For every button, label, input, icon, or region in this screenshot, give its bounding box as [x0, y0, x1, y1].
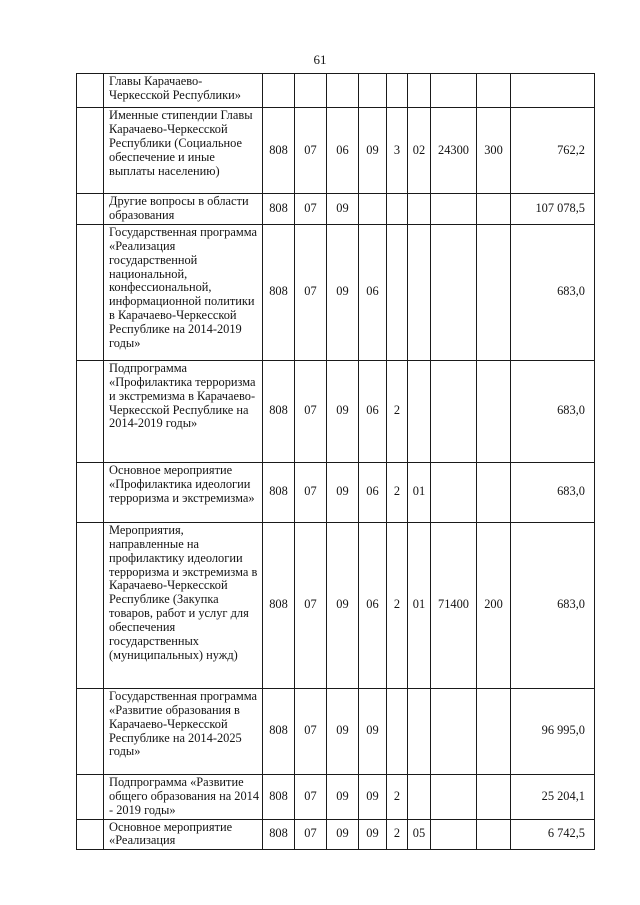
- expense-type-cell: [477, 774, 511, 819]
- event-cell: [408, 688, 431, 774]
- direction-cell: [431, 819, 477, 850]
- section-cell: 07: [295, 360, 327, 462]
- event-cell: 01: [408, 462, 431, 522]
- ved-cell: 808: [263, 360, 295, 462]
- sum-cell: 96 995,0: [511, 688, 595, 774]
- row-number-cell: [77, 462, 104, 522]
- table-row: [77, 360, 595, 462]
- section-cell: 07: [295, 194, 327, 225]
- subsection-cell: 09: [327, 462, 359, 522]
- event-cell: 02: [408, 108, 431, 194]
- sum-cell: 762,2: [511, 108, 595, 194]
- direction-cell: [431, 360, 477, 462]
- table-row: [77, 462, 595, 522]
- section-cell: 07: [295, 774, 327, 819]
- name-cell: Главы Карачаево-Черкесской Республики»: [104, 74, 263, 108]
- row-number-cell: [77, 819, 104, 850]
- subsection-cell: 09: [327, 224, 359, 360]
- expense-type-cell: [477, 819, 511, 850]
- subprogram-cell: 2: [387, 774, 408, 819]
- program-cell: 06: [359, 224, 387, 360]
- row-number-cell: [77, 688, 104, 774]
- program-cell: 09: [359, 774, 387, 819]
- program-cell: 06: [359, 522, 387, 688]
- event-cell: [408, 774, 431, 819]
- subprogram-cell: [387, 688, 408, 774]
- table-row: [77, 688, 595, 774]
- direction-cell: [431, 462, 477, 522]
- table-body: [77, 74, 595, 850]
- name-cell: Государственная программа «Реализация государственной национальной, конфессиональной, информационной политики в Карачаево-Черкесской Республике на 2014-2019 годы»: [104, 224, 263, 360]
- name-cell: Другие вопросы в области образования: [104, 194, 263, 225]
- program-cell: 09: [359, 819, 387, 850]
- subprogram-cell: [387, 74, 408, 108]
- subprogram-cell: 2: [387, 360, 408, 462]
- ved-cell: 808: [263, 688, 295, 774]
- expense-type-cell: 300: [477, 108, 511, 194]
- event-cell: [408, 224, 431, 360]
- page-number: 61: [313, 52, 327, 67]
- direction-cell: 24300: [431, 108, 477, 194]
- subprogram-cell: 2: [387, 462, 408, 522]
- program-cell: [359, 194, 387, 225]
- row-number-cell: [77, 224, 104, 360]
- event-cell: 05: [408, 819, 431, 850]
- subsection-cell: 06: [327, 108, 359, 194]
- subsection-cell: 09: [327, 688, 359, 774]
- ved-cell: 808: [263, 774, 295, 819]
- direction-cell: 71400: [431, 522, 477, 688]
- row-number-cell: [77, 108, 104, 194]
- sum-cell: 6 742,5: [511, 819, 595, 850]
- ved-cell: 808: [263, 819, 295, 850]
- section-cell: 07: [295, 108, 327, 194]
- budget-table: [76, 73, 595, 850]
- program-cell: 09: [359, 108, 387, 194]
- table-row: [77, 774, 595, 819]
- ved-cell: [263, 74, 295, 108]
- row-number-cell: [77, 74, 104, 108]
- expense-type-cell: [477, 360, 511, 462]
- section-cell: 07: [295, 688, 327, 774]
- sum-cell: 107 078,5: [511, 194, 595, 225]
- subsection-cell: [327, 74, 359, 108]
- name-cell: Мероприятия, направленные на профилактику идеологии терроризма и экстремизма в Карачаево-Черкесской Республике (Закупка товаров, работ и услуг для обеспечения государственных (муниципальных) нужд): [104, 522, 263, 688]
- direction-cell: [431, 688, 477, 774]
- name-cell: Основное мероприятие «Реализация: [104, 819, 263, 850]
- ved-cell: 808: [263, 224, 295, 360]
- subsection-cell: 09: [327, 360, 359, 462]
- subprogram-cell: 2: [387, 819, 408, 850]
- name-cell: Подпрограмма «Развитие общего образования на 2014 - 2019 годы»: [104, 774, 263, 819]
- program-cell: 09: [359, 688, 387, 774]
- table-row: [77, 108, 595, 194]
- expense-type-cell: [477, 224, 511, 360]
- sum-cell: 683,0: [511, 462, 595, 522]
- ved-cell: 808: [263, 194, 295, 225]
- subprogram-cell: 3: [387, 108, 408, 194]
- sum-cell: 683,0: [511, 522, 595, 688]
- direction-cell: [431, 194, 477, 225]
- table-row: [77, 224, 595, 360]
- program-cell: 06: [359, 462, 387, 522]
- name-cell: Основное мероприятие «Профилактика идеологии терроризма и экстремизма»: [104, 462, 263, 522]
- row-number-cell: [77, 522, 104, 688]
- subsection-cell: 09: [327, 194, 359, 225]
- subprogram-cell: [387, 194, 408, 225]
- ved-cell: 808: [263, 522, 295, 688]
- table-row: [77, 194, 595, 225]
- event-cell: [408, 194, 431, 225]
- section-cell: 07: [295, 819, 327, 850]
- direction-cell: [431, 224, 477, 360]
- table-row: [77, 522, 595, 688]
- event-cell: [408, 74, 431, 108]
- subsection-cell: 09: [327, 774, 359, 819]
- section-cell: [295, 74, 327, 108]
- table-row: [77, 74, 595, 108]
- subprogram-cell: [387, 224, 408, 360]
- sum-cell: 683,0: [511, 360, 595, 462]
- expense-type-cell: 200: [477, 522, 511, 688]
- sum-cell: 683,0: [511, 224, 595, 360]
- section-cell: 07: [295, 224, 327, 360]
- ved-cell: 808: [263, 108, 295, 194]
- table-row: [77, 819, 595, 850]
- direction-cell: [431, 74, 477, 108]
- expense-type-cell: [477, 462, 511, 522]
- row-number-cell: [77, 360, 104, 462]
- section-cell: 07: [295, 462, 327, 522]
- subsection-cell: 09: [327, 522, 359, 688]
- sum-cell: [511, 74, 595, 108]
- ved-cell: 808: [263, 462, 295, 522]
- section-cell: 07: [295, 522, 327, 688]
- direction-cell: [431, 774, 477, 819]
- name-cell: Государственная программа «Развитие образования в Карачаево-Черкесской Республике на 2014-2025 годы»: [104, 688, 263, 774]
- subprogram-cell: 2: [387, 522, 408, 688]
- row-number-cell: [77, 774, 104, 819]
- expense-type-cell: [477, 74, 511, 108]
- event-cell: 01: [408, 522, 431, 688]
- expense-type-cell: [477, 194, 511, 225]
- name-cell: Именные стипендии Главы Карачаево-Черкесской Республики (Социальное обеспечение и иные выплаты населению): [104, 108, 263, 194]
- name-cell: Подпрограмма «Профилактика терроризма и экстремизма в Карачаево-Черкесской Республике на 2014-2019 годы»: [104, 360, 263, 462]
- program-cell: [359, 74, 387, 108]
- event-cell: [408, 360, 431, 462]
- program-cell: 06: [359, 360, 387, 462]
- expense-type-cell: [477, 688, 511, 774]
- sum-cell: 25 204,1: [511, 774, 595, 819]
- row-number-cell: [77, 194, 104, 225]
- subsection-cell: 09: [327, 819, 359, 850]
